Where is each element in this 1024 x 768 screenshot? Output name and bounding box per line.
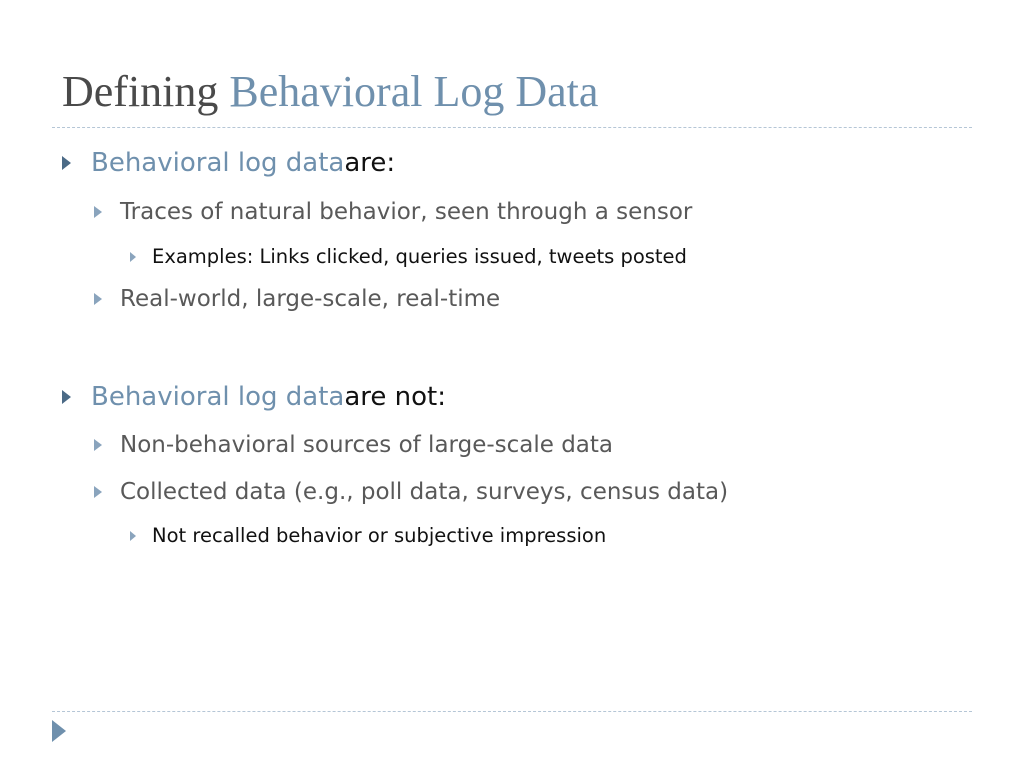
slide-title <box>62 68 598 116</box>
triangle-right-icon <box>130 252 136 262</box>
bullet-item-2-2 <box>94 479 728 505</box>
bullet-item-1-1 <box>94 199 692 225</box>
title-divider <box>52 127 972 128</box>
triangle-right-icon <box>94 293 102 305</box>
bullet-section-1 <box>62 148 395 178</box>
triangle-right-icon <box>94 439 102 451</box>
footer-divider <box>52 711 972 712</box>
bullet-section-2 <box>62 382 446 412</box>
bullet-item-1-2 <box>94 286 500 312</box>
section-2-accent: Behavioral log data <box>91 382 345 412</box>
triangle-right-icon <box>94 486 102 498</box>
section-1-rest: are: <box>344 148 396 178</box>
triangle-right-icon <box>94 206 102 218</box>
slide-nav-arrow-icon[interactable] <box>52 720 66 742</box>
bullet-subitem-1-1-1 <box>130 245 687 268</box>
bullet-subitem-2-2-1 <box>130 524 606 547</box>
triangle-right-icon <box>62 390 71 404</box>
triangle-right-icon <box>130 531 136 541</box>
item-2-1-text: Non-behavioral sources of large-scale data <box>120 432 614 458</box>
section-2-rest: are not: <box>344 382 446 412</box>
section-1-accent: Behavioral log data <box>91 148 345 178</box>
triangle-right-icon <box>62 156 71 170</box>
item-1-2-text: Real-world, large-scale, real-time <box>120 286 501 312</box>
item-2-2-text: Collected data (e.g., poll data, surveys, census data) <box>120 479 729 505</box>
bullet-item-2-1 <box>94 432 613 458</box>
subitem-2-2-1-text: Not recalled behavior or subjective impression <box>152 524 607 547</box>
item-1-1-text: Traces of natural behavior, seen through a sensor <box>120 199 693 225</box>
title-accent: Behavioral Log Data <box>229 67 599 116</box>
title-plain: Defining <box>62 67 230 116</box>
subitem-1-1-1-text: Examples: Links clicked, queries issued, tweets posted <box>152 245 687 268</box>
